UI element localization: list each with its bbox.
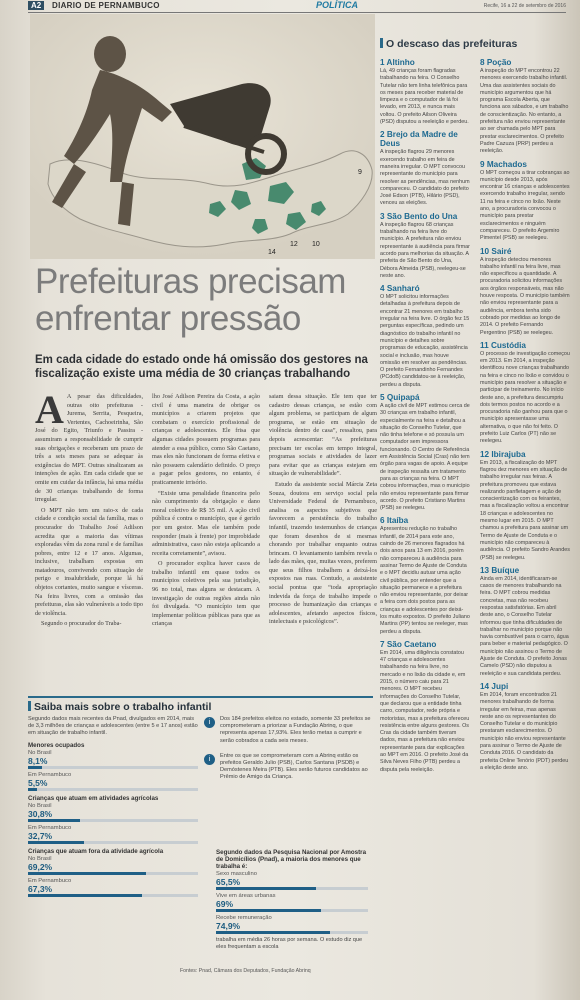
bar-category: Em Pernambuco <box>28 771 72 778</box>
article-body <box>35 387 377 693</box>
bar-value-label: 74,9% <box>216 921 241 931</box>
sidebar-item-heading <box>380 58 470 67</box>
bar-category: No Brasil <box>28 855 52 862</box>
left-charts <box>28 742 198 897</box>
sidebar-item-heading <box>480 160 570 169</box>
sidebar-item <box>480 341 570 446</box>
sidebar-item-text: A inspeção do MPT encontrou 22 menores exercendo trabalho infantil. Uma das assistentes sociais do município argumentou que há programa Escola Aberta, que funciona aos sábados, e um trabalho de conscientização. No entanto, a prefeitura não enviou representante ao ser chamada pelo MPT para prestar esclarecimentos. O prefeito Padre Cazuza (PRP) perdeu a reeleição. <box>480 68 569 155</box>
sidebar-item <box>380 284 470 389</box>
sidebar-item-heading <box>380 516 470 525</box>
page-number: A2 <box>28 1 44 10</box>
sidebar-item-number: 3 <box>380 211 385 221</box>
map-label-9: 9 <box>358 169 362 176</box>
sidebar-item-number: 6 <box>380 516 385 526</box>
bar-category: Recebe remuneração <box>216 915 272 921</box>
article-column-3 <box>269 393 377 629</box>
sidebar-item-number: 13 <box>480 565 490 575</box>
sidebar-item-name: Quipapá <box>386 392 420 402</box>
map-label-14: 14 <box>268 249 276 256</box>
sidebar-item-text: Em 2013, a fiscalização do MPT flagrou dez menores em situação de trabalho irregular nas feiras. A prefeitura promoveu que estava realizando panfletagem e ação de conscientização com os feirantes, mas a fiscalização voltou a encontrar 18 crianças e adolescentes no mesmo lugar em 2015. O MPT chamou a prefeitura para assinar um Termo de Ajuste de Conduta e o município não compareceu à audiência. O prefeito Sandro Arandes (PSB) se reelegeu. <box>480 459 570 561</box>
sidebar-item-name: Custódia <box>490 340 526 350</box>
sidebar-item-text: O MPT solicitou informações detalhadas à prefeitura depois de encontrar 21 menores em trabalho irregular na feira livre. O órgão fez 15 perguntas específicas, pedindo um diagnóstico do trabalho infantil no município e detalhes sobre programas de educação, assistência social e inclusão, mas houve omissão em resolver as pendências. O prefeito Fernandinho Fernandes (PCdoB) candidatou-se à reeleição, perdeu a disputa. <box>380 294 470 388</box>
bar-value-label: 8,1% <box>28 755 48 766</box>
bar-category: No Brasil <box>28 749 52 756</box>
paragraph: “Existe uma penalidade financeira pelo não cumprimento da obrigação e dano moral coletivo de R$ 35 mil. A ação civil pública é contra o município, que é gerido por um gestor. Mas ele também pode responder (mais à frente) por improbidade administrativa, caso não esteja aplicando a receita corretamente”, avisou. <box>152 489 260 557</box>
sidebar-item-text: Apresentou redução no trabalho infantil, de 2014 para este ano, caindo de 26 menores flagrados há dois anos para 13 em 2016, porém não compareceu à audiência para assinar Termo de Ajuste de Conduta e o MPT decidiu autuar uma ação civil pública, por entender que a situação permanece e a prefeitura não enviou representante, por deixar a feira com dois postos para as crianças e adolescentes por deixá-los muito expostos. O prefeito Juliano Martins (PP) tentou se reeleger, mas perdeu a disputa. <box>380 526 470 635</box>
page-header <box>28 0 566 13</box>
sidebar-item-name: Jupi <box>491 681 509 691</box>
bar-track <box>216 887 368 890</box>
sidebar-item-name: Machados <box>486 159 527 169</box>
bar-track <box>216 909 368 912</box>
bar-track <box>28 894 198 897</box>
sidebar-item <box>480 247 570 337</box>
sidebar-item-name: Altinho <box>386 58 415 67</box>
sidebar-item-heading <box>380 284 470 293</box>
source-credit: Fontes: Pnad, Câmara dos Deputados, Fundação Abrinq <box>180 968 311 974</box>
sidebar-item <box>380 640 470 774</box>
sidebar-item-name: São Bento do Una <box>386 211 458 221</box>
info-panel <box>28 696 373 964</box>
sidebar-item-heading <box>380 640 470 649</box>
sidebar-item-number: 1 <box>380 58 385 67</box>
sidebar-item <box>480 160 570 243</box>
bar-track <box>28 788 198 791</box>
sidebar-item-name: Buíque <box>491 565 520 575</box>
sidebar-item <box>480 682 570 772</box>
bar-mark <box>216 909 321 912</box>
bar-value-label: 69,2% <box>28 861 53 872</box>
illustration-boy-wheelbarrow-map <box>30 14 375 259</box>
sidebar-column-1 <box>380 58 470 778</box>
sidebar-item-text: A inspeção flagrou 68 crianças trabalhando na feira livre do município. A prefeitura não enviou representante à audiência para firmar acordo para melhorias da situação. A prefeita de São Bento do Una, Débora Almeida (PSB), reelegeu-se neste ano. <box>380 221 470 279</box>
sidebar-item-heading <box>380 393 470 402</box>
sidebar-item-number: 4 <box>380 284 385 294</box>
sidebar-item-number: 11 <box>480 340 489 350</box>
paragraph: Estudo da assistente social Márcia Zeta Souza, doutora em serviço social pela Universidade Federal de Pernambuco, analisa os aspectos subjetivos que favorecem a persistência do trabalho infantil, trazendo testemunhos de crianças que foram desenhos de si mesmas chorando por trabalhar enquanto outras brincam. O levantamento também revela o lado das mães, que, muitas vezes, preferem que seus filhos trabalhem a deixá-los expostos nas ruas. Contudo, a assistente social pontua que “toda apropriação indevida da força de trabalho impede o processo de humanização das crianças e adolescentes, afetando aspectos físicos, intelectuais e psicológicos”. <box>269 480 377 626</box>
paragraph: O MPT não tem um raio-x de cada cidade e condição social da família, mas o procurador do Trabalho José Adilson acredita que a maioria das vítimas exploradas vêm da zona rural e de famílias pobres, entre 12 e 17 anos. Algumas, inclusive, trabalham expostas em matadouros, convivendo com situação de perigo e insalubridade, porque lá há objetos cortantes, muito sangue e vísceras. Na feira livres, com a omissão das prefeituras, elas são vulneráveis a todo tipo de violência. <box>35 506 143 617</box>
article-column-1 <box>35 387 143 631</box>
sidebar-item-number: 9 <box>480 159 485 169</box>
sidebar-item-number: 10 <box>480 246 490 256</box>
bar-value-label: 67,3% <box>28 883 53 894</box>
bar-track <box>28 841 198 844</box>
sidebar-item <box>380 212 470 280</box>
paragraph: A pesar das dificuldades, outras oito prefeituras - Jurema, Serrita, Pesqueira, Vertentes, Cachoeirinha, São José do Egito, Triunfo e Passira - assumiram a responsabilidade de cumprir suas obrigações e receberam um prazo de três a seis meses para se adequar às exigências do MPT. Outras sinalizaram as intenções de ação. Em cada cidade que se omite em cuidar da infância, há uma média de 30 crianças trabalhando de forma irregular. <box>35 393 143 504</box>
sidebar-item-heading <box>480 247 570 256</box>
sidebar-item-text: Em 2014, foram encontrados 21 menores trabalhando de forma irregular em feiras, mas apenas neste ano os representantes do Conselho Tutelar e do município prestaram esclarecimentos. O município não enviou representante para assinar o Termo de Ajuste de Conduta 2016. O candidato da prefeita Online Tenório (PDT) perdeu a eleição deste ano. <box>480 691 569 771</box>
sidebar-item-text: Ainda em 2014, identificaram-se casos de menores trabalhando na feira. O MPT cobrou medidas concretas, mas não recebeu respostas satisfatórias. Em abril deste ano, o Conselho Tutelar informou que tinha dificuldades de trabalhar no município porque não havia combustível para o carro, água para beber e material pedagógico. O município não assinou o Termo de Ajuste de Conduta. O prefeito Jonas Camelo (PSD) não disputou a reeleição e sua candidata perdeu. <box>480 575 569 677</box>
section-name: POLÍTICA <box>316 0 358 10</box>
sidebar-descaso <box>380 38 570 943</box>
pnad-bars <box>216 871 368 934</box>
bar-track <box>28 766 198 769</box>
sidebar-item <box>480 58 570 156</box>
fact-abrinq: i Entre os que se comprometeram com a Abrinq estão os prefeitos Geraldo Julio (PSB), Carlos Santana (PSDB) e Demóstenes Meira (PTB). Eles serão futuros candidatos ao Prêmio de Amigo da Criança. <box>204 753 372 782</box>
panel-title: Saiba mais sobre o trabalho infantil <box>28 701 211 713</box>
article-column-2 <box>152 393 260 631</box>
sidebar-item-heading <box>380 212 470 221</box>
sidebar-item-name: Sairé <box>491 246 512 256</box>
bar-category: Sexo masculino <box>216 871 257 877</box>
sidebar-item-heading <box>480 341 570 350</box>
bar-value-label: 69% <box>216 899 234 909</box>
sidebar-item-heading <box>480 58 570 67</box>
info-icon: i <box>204 717 215 728</box>
drop-cap: A <box>35 387 64 432</box>
sidebar-item-text: A ação civil de MPT estimou cerca de 30 crianças em trabalho infantil, especialmente na feira e detalhou a situação do Conselho Tutelar, que não tinha telefone e só possuía um computador sem impressora funcionando. O Centro de Referência em Assistência Social (Cras) não tem órgão para vagas de apoio. A equipe de inspeção ressalta um tratamento para as crianças na feira. O MPT cobrou informações, mas o município não enviou representante para firmar acordo. O prefeito Cristiano Martins (PSB) se reelegeu. <box>380 402 470 512</box>
newspaper-name: DIARIO DE PERNAMBUCO <box>52 1 160 10</box>
bar-category: Em Pernambuco <box>28 824 72 831</box>
bar-mark <box>28 872 146 875</box>
sidebar-title: O descaso das prefeituras <box>380 38 517 50</box>
pnad-note: trabalha em média 26 horas por semana. O estudo diz que eles frequentam a escola <box>216 937 363 951</box>
bar-mark <box>28 819 80 822</box>
sidebar-item-text: Em 2014, uma diligência constatou 47 crianças e adolescentes trabalhando na feira livre, no mercado e no lixão da cidade e, em 2015, o número caiu para 21 menores. O MPT recebeu informações do Conselho Tutelar, que declarou que a entidade tinha carro, computador, rede própria e motoristas, mas a prefeitura ofereceu resistência entre alguns gestores. Os Cras da cidade também tiveram dados, mas a prefeitura não enviou representante para dar explicações ao MPT em 2016. O prefeito José da Silva Neves Filho (PTB) perdeu a disputa pela reeleição. <box>380 649 470 773</box>
panel-intro: Segundo dados mais recentes da Pnad, divulgados em 2014, mais de 3,3 milhões de crianças e adolescentes (entre 5 e 17 anos) estão em situação de trabalho infantil. <box>28 716 198 737</box>
bar-value-label: 65,5% <box>216 877 241 887</box>
map-label-10: 10 <box>312 241 320 248</box>
panel-right <box>204 716 372 782</box>
sidebar-item-text: A inspeção detectou menores trabalho infantil na feira livre, mas não especificou a quantidade. A procuradoria solicitou informações aos órgãos responsáveis, mas não houve resposta. O município também não enviou representante para a audiência, embora tenha sido cobrado por medidas ao longo de 2014. O prefeito Fernando Pergentino (PSB) se reelegeu. <box>480 256 570 336</box>
sidebar-item-name: Sanharó <box>386 284 420 294</box>
bar-value-label: 30,8% <box>28 808 53 819</box>
info-icon: i <box>204 754 215 765</box>
deck-subheadline: Em cada cidade do estado onde há omissão dos gestores na fiscalização existe uma média de 30 crianças trabalhando <box>35 354 368 380</box>
sidebar-item-number: 12 <box>480 449 490 459</box>
bar-track <box>28 819 198 822</box>
sidebar-item-text: O processo de investigação começou em 2013. Em 2014, a inspeção identificou nove crianças trabalhando na feira e cinco no lixão e convidou o município para resolver a situação e participar de treinamento. No início deste ano, a prefeitura descumpriu dois termos postos no acordo e a procuradoria não ganhou para que o município apresentasse uma alternativa, o que não foi feito. O prefeito Luiz Carlos (PT) não se reelegeu. <box>480 350 570 445</box>
fact-prefeitos: i Dos 184 prefeitos eleitos no estado, somente 33 prefeitos se comprometeram a priorizar a Fundação Abrinq, o que representa apenas 17,93%. Eles terão metas a cumprir e serão cobrados a cada seis meses. <box>204 716 372 745</box>
sidebar-column-2 <box>480 58 570 776</box>
sidebar-item-heading <box>480 682 570 691</box>
sidebar-item-heading <box>480 450 570 459</box>
sidebar-item-number: 7 <box>380 639 385 649</box>
sidebar-item-text: A inspeção flagrou 29 menores exercendo trabalho em feira de maneira irregular. O MPT convocou representante do município para resolver as pendências, mas nenhum compareceu. O candidato do prefeito José Edson (PTB), Hilário (PSD), venceu as eleições. <box>380 149 470 207</box>
sidebar-item <box>480 566 570 678</box>
sidebar-item-heading <box>480 566 570 575</box>
sidebar-item <box>380 130 470 207</box>
bar-mark <box>28 841 84 844</box>
chart-title: Menores ocupados <box>28 741 85 749</box>
bar-value-label: 5,5% <box>28 777 48 788</box>
headline: Prefeituras precisam enfrentar pressão <box>35 262 346 338</box>
sidebar-item-heading <box>380 130 470 148</box>
sidebar-item-name: Ibirajuba <box>491 449 526 459</box>
sidebar-item-number: 8 <box>480 58 485 67</box>
edition-date: Recife, 16 a 22 de setembro de 2016 <box>483 3 566 9</box>
sidebar-item-text: Lá, 49 crianças foram flagradas trabalhando na feira. O Conselho Tutelar não tem linha telefônica para os meses para receber material de limpeza e o computador de lá foi levado, em 2013, e nunca mais voltou. O prefeito Ailson Oliveira (PSD) disputou a reeleição e perdeu. <box>380 68 469 126</box>
paragraph: lho José Adilson Pereira da Costa, a ação civil é uma maneira de obrigar os municípios a criarem projetos que combatam o exercício profissional de crianças e adolescentes. Ele frisa que algumas cidades possuem programas para atender a essa público, como São Caetano, mas eles não funcionam de forma efetiva e não possuem calendário definido. O preço a pagar pelos gestores, no entanto, é praticamente irrisório. <box>152 393 260 486</box>
sidebar-item-number: 14 <box>480 681 490 691</box>
sidebar-item-name: Poção <box>486 58 512 67</box>
bar-track <box>216 931 368 934</box>
paragraph: saiam dessa situação. Ele tem que ter cadastro dessas crianças, se estão com algum problema, se participam de algum programa, se estão em situação de violência dentro de casa”, ressaltou, para depois acrescentar: “As prefeituras precisam ter escolas em tempo integral, programas sociais e atividades de lazer para evitar que as crianças estejam em situação de vulnerabilidade”. <box>269 393 377 478</box>
map-label-12: 12 <box>290 241 298 248</box>
sidebar-item-number: 5 <box>380 392 385 402</box>
pnad-chart <box>216 845 368 951</box>
sidebar-item-name: Brejo da Madre de Deus <box>380 130 458 149</box>
paragraph: O procurador explica haver casos de trabalho infantil em quase todos os municípios coletivos pela sua jurisdição, 96 no total, mas alguns se destacam. A investigação de outras regiões ainda não foi divulgada. “O município tem que implementar políticas públicas para que as crianças <box>152 560 260 628</box>
sidebar-item-name: São Caetano <box>386 639 437 649</box>
sidebar-item-number: 2 <box>380 130 385 140</box>
paragraph: Segundo o procurador do Traba- <box>41 620 122 628</box>
panel-left <box>28 716 198 900</box>
bar-category: No Brasil <box>28 802 52 809</box>
sidebar-item-name: Itaíba <box>386 516 409 526</box>
bar-mark <box>28 894 142 897</box>
sidebar-item <box>380 58 470 126</box>
bar-track <box>28 872 198 875</box>
bar-mark <box>28 788 37 791</box>
bar-mark <box>216 931 330 934</box>
chart-title: Crianças que atuam fora da atividade agrícola <box>28 847 164 855</box>
bar-category: Vive em áreas urbanas <box>216 893 276 899</box>
bar-mark <box>216 887 316 890</box>
chart-title: Crianças que atuam em atividades agrícolas <box>28 794 159 802</box>
bar-category: Em Pernambuco <box>28 877 72 884</box>
sidebar-item-text: O MPT começou a tirar cobranças ao município desde 2013, após encontrar 16 crianças e adolescentes exercendo trabalho irregular, sendo 11 na feira e cinco no lixão. Neste ano, a procuradoria convocou o município para prestar esclarecimentos e ninguém compareceu. O prefeito Argemiro Pimentel (PSB) se reelegeu. <box>480 169 570 242</box>
pnad-title: Segundo dados da Pesquisa Nacional por Amostra de Domicílios (Pnad), a maioria dos menores que trabalha é: <box>216 849 367 870</box>
bar-value-label: 32,7% <box>28 830 53 841</box>
sidebar-item <box>480 450 570 562</box>
sidebar-item <box>380 393 470 512</box>
sidebar-item <box>380 516 470 635</box>
bar-mark <box>28 766 42 769</box>
